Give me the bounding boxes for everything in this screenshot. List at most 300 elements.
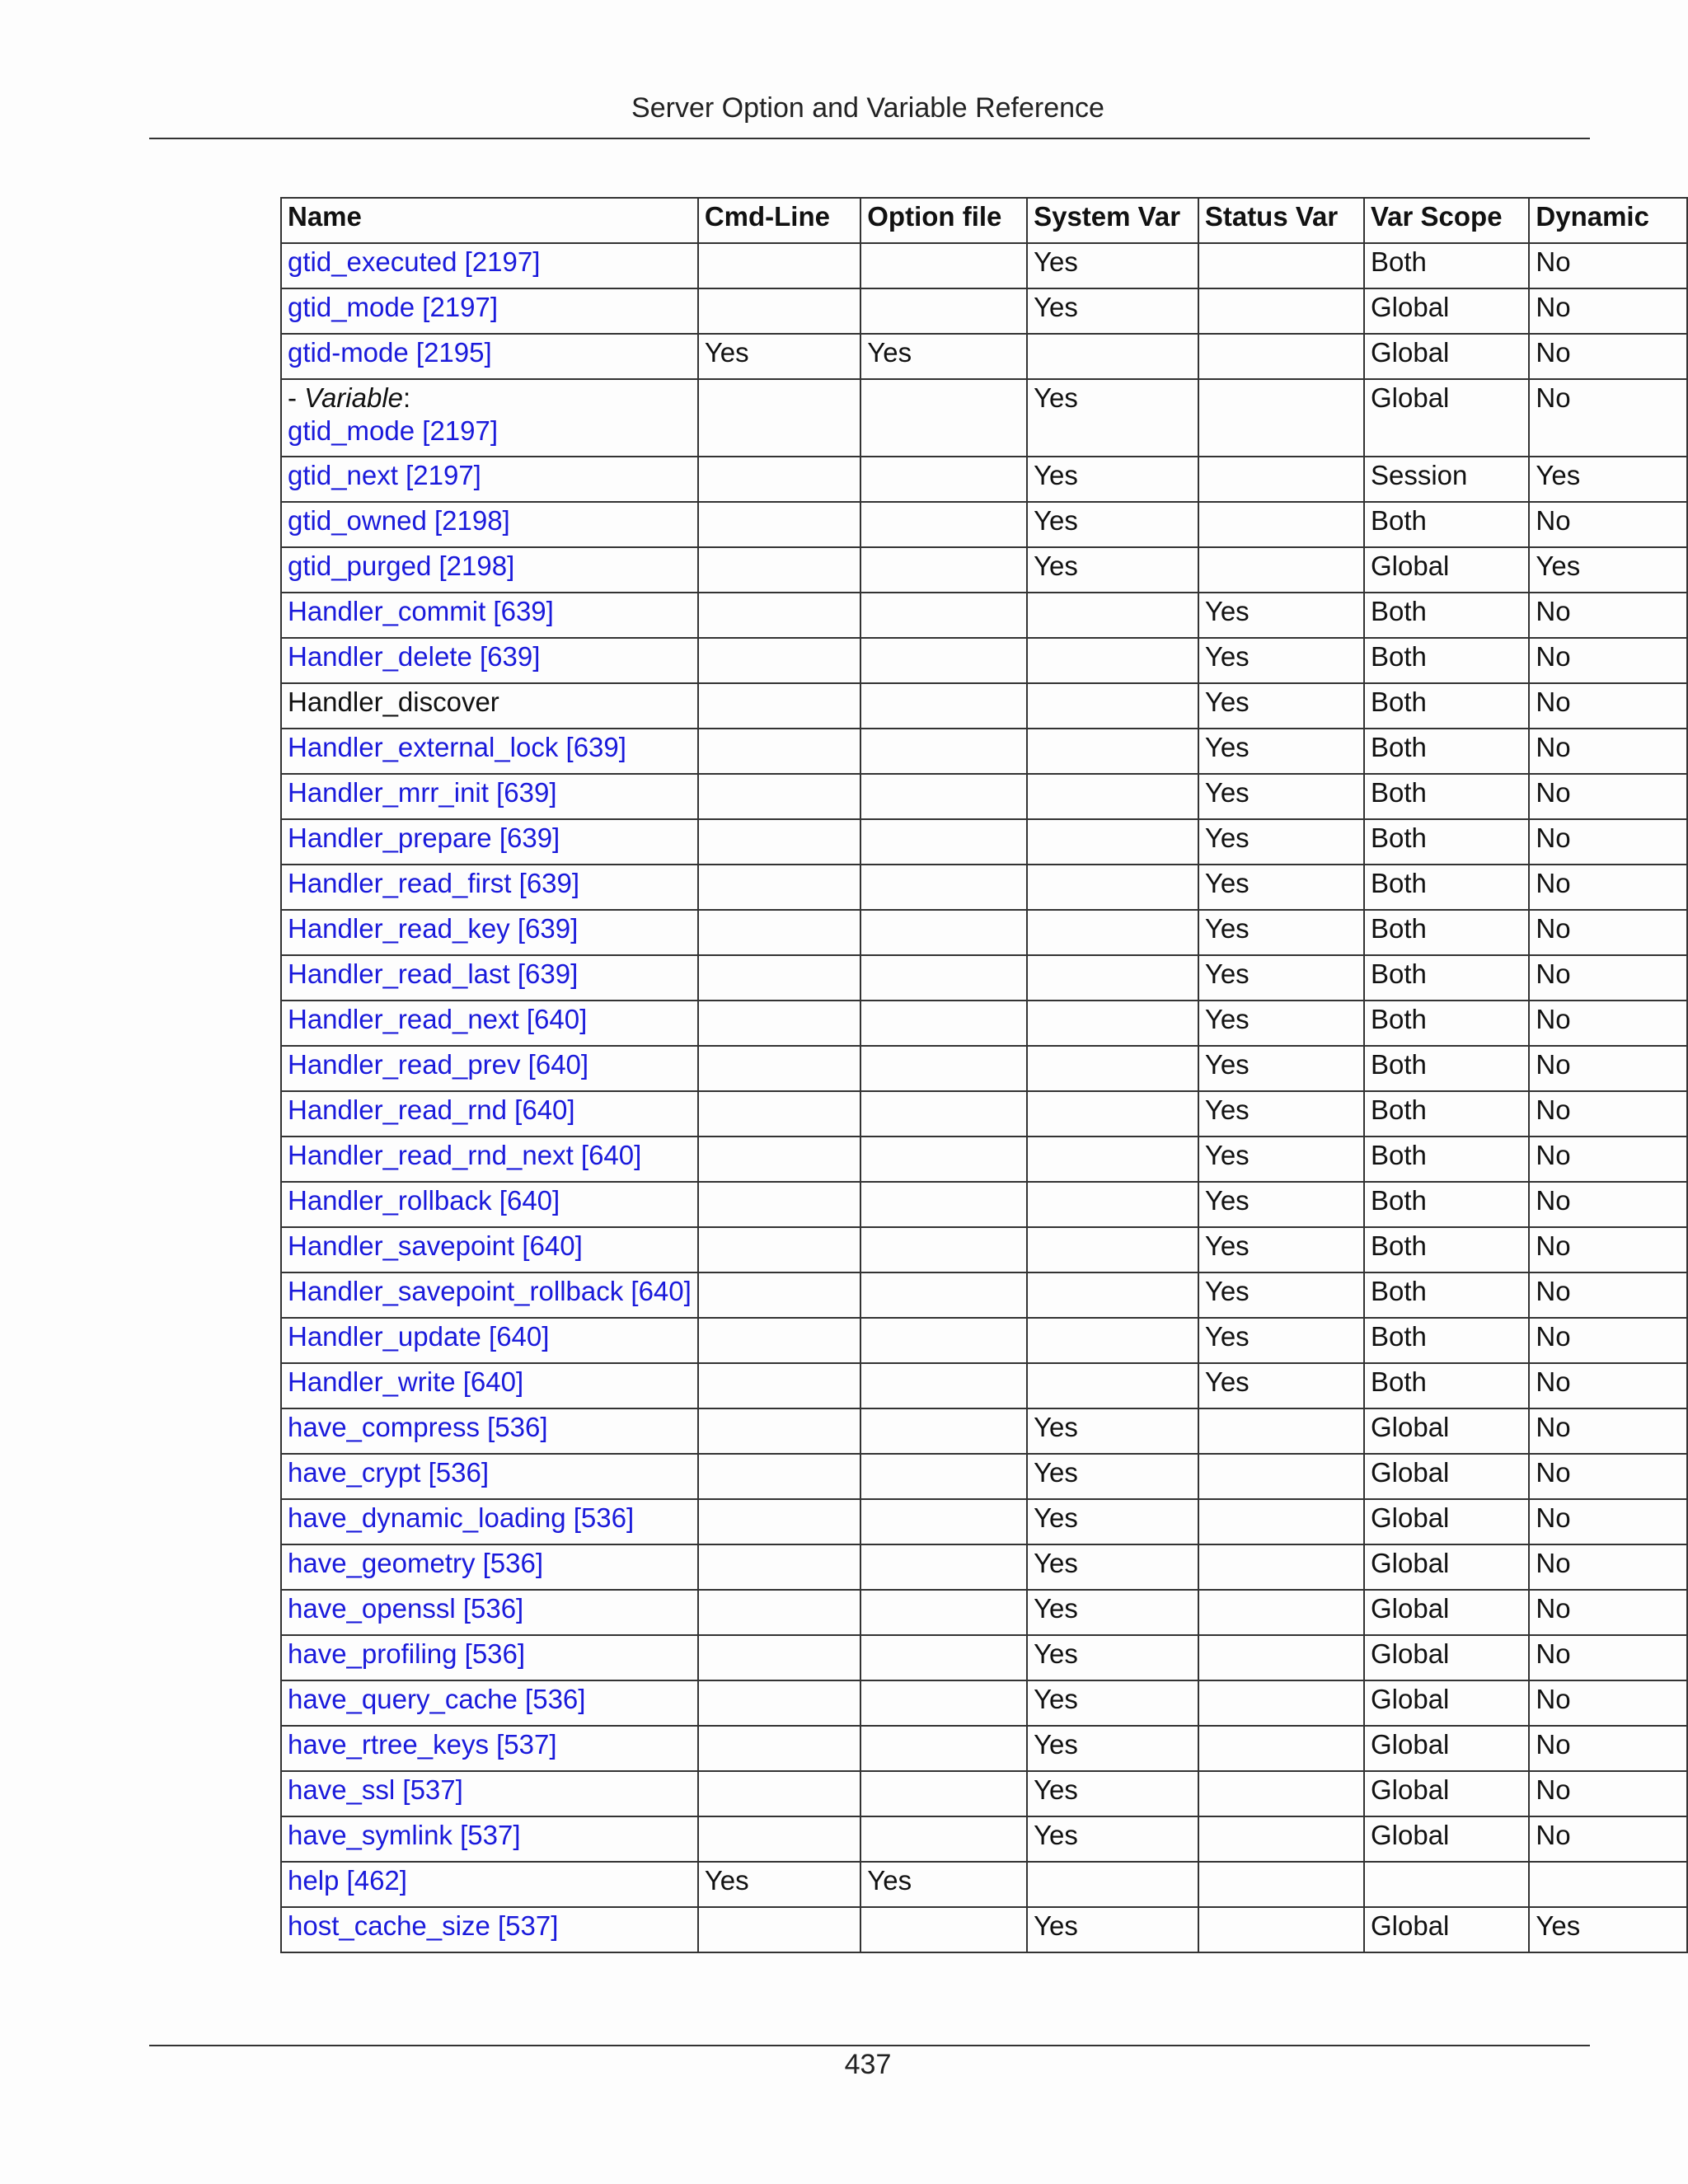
status-var-cell — [1198, 1862, 1364, 1907]
name-cell: Handler_discover — [281, 683, 698, 729]
table-row — [281, 1408, 1687, 1454]
option-file-cell — [860, 1363, 1027, 1408]
dynamic-cell: No — [1529, 1816, 1687, 1862]
option-file-cell — [860, 1227, 1027, 1272]
var-scope-cell: Global — [1364, 1907, 1529, 1952]
system-var-cell: Yes — [1027, 502, 1198, 547]
option-file-cell — [860, 1680, 1027, 1726]
var-scope-cell: Both — [1364, 502, 1529, 547]
var-scope-cell: Both — [1364, 1272, 1529, 1318]
table-row — [281, 1862, 1687, 1907]
dynamic-cell: No — [1529, 288, 1687, 334]
status-var-cell — [1198, 1907, 1364, 1952]
cmd-line-cell — [698, 1726, 860, 1771]
dynamic-cell: No — [1529, 774, 1687, 819]
var-scope-cell: Global — [1364, 379, 1529, 457]
dynamic-cell: No — [1529, 819, 1687, 865]
option-file-cell — [860, 1726, 1027, 1771]
status-var-cell — [1198, 1771, 1364, 1816]
table-row — [281, 334, 1687, 379]
status-var-cell: Yes — [1198, 593, 1364, 638]
variable-link[interactable]: gtid_mode [2197] — [288, 415, 499, 446]
column-header-option-file: Option file — [860, 198, 1027, 243]
status-var-cell — [1198, 1544, 1364, 1590]
option-file-cell — [860, 457, 1027, 502]
option-file-cell — [860, 1771, 1027, 1816]
cmd-line-cell — [698, 1499, 860, 1544]
var-scope-cell: Global — [1364, 1816, 1529, 1862]
status-var-cell — [1198, 1680, 1364, 1726]
system-var-cell — [1027, 955, 1198, 1001]
dynamic-cell: No — [1529, 243, 1687, 288]
option-file-cell: Yes — [860, 334, 1027, 379]
system-var-cell: Yes — [1027, 1454, 1198, 1499]
table-row — [281, 1544, 1687, 1590]
cmd-line-cell: Yes — [698, 1862, 860, 1907]
status-var-cell: Yes — [1198, 819, 1364, 865]
name-link[interactable]: Handler_delete [639] — [281, 638, 698, 683]
name-link[interactable]: have_symlink [537] — [281, 1816, 698, 1862]
name-link[interactable]: gtid_owned [2198] — [281, 502, 698, 547]
system-var-cell — [1027, 1318, 1198, 1363]
system-var-cell: Yes — [1027, 1635, 1198, 1680]
var-scope-cell: Global — [1364, 547, 1529, 593]
cmd-line-cell — [698, 1272, 860, 1318]
page-header-title: Server Option and Variable Reference — [631, 92, 1104, 124]
system-var-cell: Yes — [1027, 379, 1198, 457]
status-var-cell: Yes — [1198, 1227, 1364, 1272]
system-var-cell: Yes — [1027, 243, 1198, 288]
variable-prefix: - — [288, 382, 305, 413]
option-file-cell — [860, 1590, 1027, 1635]
cmd-line-cell — [698, 547, 860, 593]
status-var-cell: Yes — [1198, 1091, 1364, 1137]
option-file-cell — [860, 1816, 1027, 1862]
name-link[interactable]: host_cache_size [537] — [281, 1907, 698, 1952]
option-file-cell — [860, 1001, 1027, 1046]
cmd-line-cell — [698, 243, 860, 288]
name-link[interactable]: Handler_commit [639] — [281, 593, 698, 638]
name-cell — [281, 379, 698, 457]
var-scope-cell: Both — [1364, 243, 1529, 288]
table-row — [281, 379, 1687, 457]
name-link[interactable]: have_rtree_keys [537] — [281, 1726, 698, 1771]
name-link[interactable]: Handler_read_last [639] — [281, 955, 698, 1001]
option-file-cell — [860, 288, 1027, 334]
table-row — [281, 1182, 1687, 1227]
status-var-cell — [1198, 379, 1364, 457]
status-var-cell — [1198, 334, 1364, 379]
name-link[interactable]: Handler_read_next [640] — [281, 1001, 698, 1046]
cmd-line-cell — [698, 1091, 860, 1137]
option-file-cell — [860, 379, 1027, 457]
option-file-cell — [860, 593, 1027, 638]
system-var-cell: Yes — [1027, 1499, 1198, 1544]
dynamic-cell: No — [1529, 1408, 1687, 1454]
var-scope-cell: Both — [1364, 819, 1529, 865]
status-var-cell — [1198, 1408, 1364, 1454]
system-var-cell: Yes — [1027, 457, 1198, 502]
dynamic-cell: No — [1529, 1363, 1687, 1408]
status-var-cell: Yes — [1198, 955, 1364, 1001]
dynamic-cell: No — [1529, 1635, 1687, 1680]
dynamic-cell: No — [1529, 379, 1687, 457]
var-scope-cell: Global — [1364, 1590, 1529, 1635]
system-var-cell — [1027, 334, 1198, 379]
table-row — [281, 1137, 1687, 1182]
status-var-cell: Yes — [1198, 1272, 1364, 1318]
table-row — [281, 683, 1687, 729]
dynamic-cell: No — [1529, 1318, 1687, 1363]
name-link[interactable]: Handler_write [640] — [281, 1363, 698, 1408]
system-var-cell — [1027, 638, 1198, 683]
name-link[interactable]: Handler_savepoint_rollback [640] — [281, 1272, 698, 1318]
table-row — [281, 1227, 1687, 1272]
var-scope-cell: Both — [1364, 1318, 1529, 1363]
name-link[interactable]: have_ssl [537] — [281, 1771, 698, 1816]
name-link[interactable]: Handler_external_lock [639] — [281, 729, 698, 774]
option-file-cell — [860, 1635, 1027, 1680]
column-header-cmd-line: Cmd-Line — [698, 198, 860, 243]
option-file-cell — [860, 1499, 1027, 1544]
option-file-cell: Yes — [860, 1862, 1027, 1907]
dynamic-cell: No — [1529, 1182, 1687, 1227]
system-var-cell — [1027, 1001, 1198, 1046]
status-var-cell: Yes — [1198, 1363, 1364, 1408]
name-link[interactable]: Handler_read_first [639] — [281, 865, 698, 910]
cmd-line-cell — [698, 865, 860, 910]
cmd-line-cell — [698, 1318, 860, 1363]
cmd-line-cell — [698, 1046, 860, 1091]
dynamic-cell: No — [1529, 1454, 1687, 1499]
var-scope-cell: Both — [1364, 910, 1529, 955]
cmd-line-cell — [698, 1635, 860, 1680]
var-scope-cell: Both — [1364, 1182, 1529, 1227]
option-file-cell — [860, 1454, 1027, 1499]
dynamic-cell: No — [1529, 910, 1687, 955]
name-link[interactable]: Handler_mrr_init [639] — [281, 774, 698, 819]
cmd-line-cell — [698, 1137, 860, 1182]
status-var-cell — [1198, 502, 1364, 547]
table-row — [281, 1635, 1687, 1680]
option-file-cell — [860, 819, 1027, 865]
system-var-cell — [1027, 1046, 1198, 1091]
cmd-line-cell — [698, 288, 860, 334]
option-file-cell — [860, 547, 1027, 593]
status-var-cell: Yes — [1198, 1001, 1364, 1046]
table-row — [281, 1907, 1687, 1952]
table-row — [281, 865, 1687, 910]
name-link[interactable]: gtid_executed [2197] — [281, 243, 698, 288]
option-file-cell — [860, 1408, 1027, 1454]
var-scope-cell: Both — [1364, 774, 1529, 819]
dynamic-cell: Yes — [1529, 457, 1687, 502]
header-rule — [149, 138, 1590, 139]
cmd-line-cell — [698, 955, 860, 1001]
dynamic-cell: No — [1529, 729, 1687, 774]
option-file-cell — [860, 774, 1027, 819]
system-var-cell: Yes — [1027, 1816, 1198, 1862]
status-var-cell: Yes — [1198, 683, 1364, 729]
table-body — [281, 243, 1687, 1952]
status-var-cell — [1198, 1590, 1364, 1635]
cmd-line-cell — [698, 1001, 860, 1046]
dynamic-cell: No — [1529, 1499, 1687, 1544]
status-var-cell — [1198, 1499, 1364, 1544]
cmd-line-cell — [698, 1680, 860, 1726]
cmd-line-cell — [698, 774, 860, 819]
system-var-cell: Yes — [1027, 1726, 1198, 1771]
name-link[interactable]: have_openssl [536] — [281, 1590, 698, 1635]
cmd-line-cell — [698, 1771, 860, 1816]
dynamic-cell: No — [1529, 1046, 1687, 1091]
cmd-line-cell — [698, 1907, 860, 1952]
name-link[interactable]: gtid-mode [2195] — [281, 334, 698, 379]
var-scope-cell: Both — [1364, 1001, 1529, 1046]
table-row — [281, 1680, 1687, 1726]
cmd-line-cell — [698, 1454, 860, 1499]
option-file-cell — [860, 683, 1027, 729]
dynamic-cell: No — [1529, 1771, 1687, 1816]
dynamic-cell: No — [1529, 1544, 1687, 1590]
var-scope-cell: Both — [1364, 683, 1529, 729]
table-row — [281, 955, 1687, 1001]
option-file-cell — [860, 910, 1027, 955]
system-var-cell — [1027, 1137, 1198, 1182]
table-row — [281, 1272, 1687, 1318]
system-var-cell: Yes — [1027, 288, 1198, 334]
var-scope-cell: Global — [1364, 334, 1529, 379]
table-row — [281, 1771, 1687, 1816]
status-var-cell: Yes — [1198, 729, 1364, 774]
var-scope-cell: Global — [1364, 1544, 1529, 1590]
dynamic-cell: No — [1529, 1001, 1687, 1046]
table-row — [281, 502, 1687, 547]
page-number: 437 — [844, 2049, 892, 2080]
cmd-line-cell — [698, 1816, 860, 1862]
cmd-line-cell — [698, 502, 860, 547]
name-link[interactable]: have_dynamic_loading [536] — [281, 1499, 698, 1544]
var-scope-cell: Both — [1364, 638, 1529, 683]
var-scope-cell: Session — [1364, 457, 1529, 502]
option-file-cell — [860, 1318, 1027, 1363]
dynamic-cell: No — [1529, 955, 1687, 1001]
system-var-cell — [1027, 1091, 1198, 1137]
column-header-status-var: Status Var — [1198, 198, 1364, 243]
dynamic-cell: No — [1529, 1091, 1687, 1137]
system-var-cell: Yes — [1027, 1408, 1198, 1454]
system-var-cell — [1027, 819, 1198, 865]
var-scope-cell: Both — [1364, 593, 1529, 638]
var-scope-cell: Global — [1364, 1635, 1529, 1680]
status-var-cell: Yes — [1198, 865, 1364, 910]
dynamic-cell: No — [1529, 865, 1687, 910]
system-var-cell — [1027, 593, 1198, 638]
status-var-cell — [1198, 243, 1364, 288]
table-row — [281, 638, 1687, 683]
dynamic-cell: No — [1529, 1227, 1687, 1272]
table-row — [281, 1363, 1687, 1408]
table-row — [281, 1726, 1687, 1771]
dynamic-cell: Yes — [1529, 547, 1687, 593]
dynamic-cell: No — [1529, 1590, 1687, 1635]
option-variable-table — [280, 197, 1688, 1953]
var-scope-cell: Global — [1364, 1680, 1529, 1726]
name-link[interactable]: help [462] — [281, 1862, 698, 1907]
cmd-line-cell — [698, 1227, 860, 1272]
table-row — [281, 1046, 1687, 1091]
column-header-dynamic: Dynamic — [1529, 198, 1687, 243]
name-link[interactable]: have_crypt [536] — [281, 1454, 698, 1499]
dynamic-cell: No — [1529, 593, 1687, 638]
system-var-cell: Yes — [1027, 1680, 1198, 1726]
option-file-cell — [860, 1046, 1027, 1091]
dynamic-cell: No — [1529, 1680, 1687, 1726]
name-link[interactable]: gtid_next [2197] — [281, 457, 698, 502]
cmd-line-cell — [698, 379, 860, 457]
status-var-cell — [1198, 547, 1364, 593]
name-link[interactable]: Handler_read_prev [640] — [281, 1046, 698, 1091]
table-row — [281, 1318, 1687, 1363]
table-row — [281, 243, 1687, 288]
table-row — [281, 1001, 1687, 1046]
option-file-cell — [860, 955, 1027, 1001]
status-var-cell — [1198, 1454, 1364, 1499]
status-var-cell: Yes — [1198, 910, 1364, 955]
system-var-cell — [1027, 1862, 1198, 1907]
dynamic-cell — [1529, 1862, 1687, 1907]
dynamic-cell: No — [1529, 334, 1687, 379]
status-var-cell — [1198, 288, 1364, 334]
cmd-line-cell — [698, 683, 860, 729]
var-scope-cell: Global — [1364, 1408, 1529, 1454]
cmd-line-cell — [698, 1363, 860, 1408]
option-file-cell — [860, 729, 1027, 774]
cmd-line-cell — [698, 1408, 860, 1454]
status-var-cell: Yes — [1198, 1318, 1364, 1363]
var-scope-cell: Global — [1364, 1726, 1529, 1771]
table-row — [281, 774, 1687, 819]
option-file-cell — [860, 1091, 1027, 1137]
option-file-cell — [860, 1182, 1027, 1227]
status-var-cell: Yes — [1198, 1182, 1364, 1227]
var-scope-cell: Global — [1364, 1499, 1529, 1544]
system-var-cell — [1027, 1227, 1198, 1272]
table-row — [281, 457, 1687, 502]
variable-colon: : — [403, 382, 411, 413]
status-var-cell: Yes — [1198, 1046, 1364, 1091]
system-var-cell: Yes — [1027, 1590, 1198, 1635]
option-file-cell — [860, 1137, 1027, 1182]
dynamic-cell: No — [1529, 638, 1687, 683]
var-scope-cell: Both — [1364, 955, 1529, 1001]
table-row — [281, 288, 1687, 334]
column-header-system-var: System Var — [1027, 198, 1198, 243]
dynamic-cell: No — [1529, 1137, 1687, 1182]
name-link[interactable]: Handler_read_key [639] — [281, 910, 698, 955]
name-link[interactable]: Handler_prepare [639] — [281, 819, 698, 865]
system-var-cell — [1027, 910, 1198, 955]
var-scope-cell: Both — [1364, 865, 1529, 910]
option-file-cell — [860, 1907, 1027, 1952]
system-var-cell — [1027, 774, 1198, 819]
name-link[interactable]: Handler_read_rnd [640] — [281, 1091, 698, 1137]
status-var-cell: Yes — [1198, 1137, 1364, 1182]
cmd-line-cell — [698, 819, 860, 865]
table-row — [281, 819, 1687, 865]
status-var-cell — [1198, 1726, 1364, 1771]
system-var-cell — [1027, 1363, 1198, 1408]
variable-label: Variable — [304, 382, 404, 413]
status-var-cell: Yes — [1198, 774, 1364, 819]
name-link[interactable]: have_query_cache [536] — [281, 1680, 698, 1726]
table-row — [281, 910, 1687, 955]
var-scope-cell: Global — [1364, 288, 1529, 334]
var-scope-cell: Global — [1364, 1454, 1529, 1499]
cmd-line-cell — [698, 1544, 860, 1590]
cmd-line-cell — [698, 910, 860, 955]
dynamic-cell: No — [1529, 1726, 1687, 1771]
name-link[interactable]: gtid_purged [2198] — [281, 547, 698, 593]
system-var-cell: Yes — [1027, 1544, 1198, 1590]
name-link[interactable]: Handler_savepoint [640] — [281, 1227, 698, 1272]
table-row — [281, 729, 1687, 774]
var-scope-cell — [1364, 1862, 1529, 1907]
table-row — [281, 1091, 1687, 1137]
dynamic-cell: No — [1529, 683, 1687, 729]
system-var-cell: Yes — [1027, 1771, 1198, 1816]
var-scope-cell: Global — [1364, 1771, 1529, 1816]
name-link[interactable]: have_compress [536] — [281, 1408, 698, 1454]
name-link[interactable]: Handler_update [640] — [281, 1318, 698, 1363]
option-file-cell — [860, 1272, 1027, 1318]
dynamic-cell: No — [1529, 1272, 1687, 1318]
table-row — [281, 1454, 1687, 1499]
system-var-cell — [1027, 1182, 1198, 1227]
option-file-cell — [860, 243, 1027, 288]
option-file-cell — [860, 638, 1027, 683]
status-var-cell — [1198, 1816, 1364, 1862]
name-link[interactable]: gtid_mode [2197] — [281, 288, 698, 334]
cmd-line-cell — [698, 1182, 860, 1227]
dynamic-cell: No — [1529, 502, 1687, 547]
cmd-line-cell — [698, 457, 860, 502]
name-link[interactable]: Handler_rollback [640] — [281, 1182, 698, 1227]
table-row — [281, 593, 1687, 638]
var-scope-cell: Both — [1364, 1091, 1529, 1137]
status-var-cell: Yes — [1198, 638, 1364, 683]
cmd-line-cell: Yes — [698, 334, 860, 379]
var-scope-cell: Both — [1364, 1363, 1529, 1408]
table-row — [281, 1816, 1687, 1862]
var-scope-cell: Both — [1364, 1227, 1529, 1272]
status-var-cell — [1198, 457, 1364, 502]
status-var-cell — [1198, 1635, 1364, 1680]
var-scope-cell: Both — [1364, 1137, 1529, 1182]
cmd-line-cell — [698, 638, 860, 683]
system-var-cell: Yes — [1027, 1907, 1198, 1952]
footer-rule — [149, 2045, 1590, 2046]
column-header-var-scope: Var Scope — [1364, 198, 1529, 243]
column-header-name: Name — [281, 198, 698, 243]
option-file-cell — [860, 502, 1027, 547]
name-link[interactable]: have_profiling [536] — [281, 1635, 698, 1680]
name-link[interactable]: Handler_read_rnd_next [640] — [281, 1137, 698, 1182]
cmd-line-cell — [698, 729, 860, 774]
system-var-cell: Yes — [1027, 547, 1198, 593]
name-link[interactable]: have_geometry [536] — [281, 1544, 698, 1590]
var-scope-cell: Both — [1364, 729, 1529, 774]
